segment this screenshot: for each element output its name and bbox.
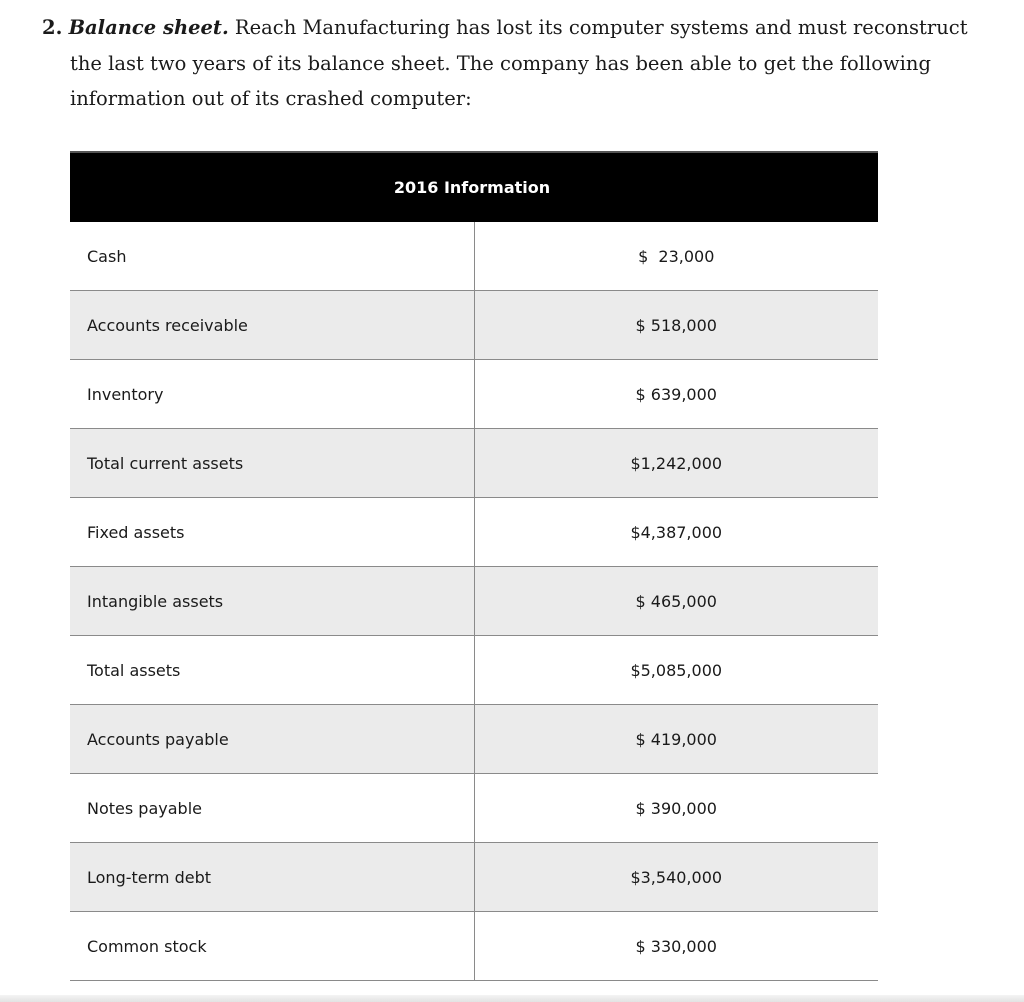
table-row (70, 705, 878, 774)
row-value: $5,085,000 (474, 636, 878, 705)
row-value: $ 465,000 (474, 567, 878, 636)
problem-number: 2. (42, 16, 63, 39)
row-label: Long-term debt (70, 843, 474, 912)
problem-title: Balance sheet. (68, 16, 229, 39)
row-label: Inventory (70, 360, 474, 429)
problem-text-1: Reach Manufacturing has lost its computer systems and must reconstruct (228, 16, 968, 39)
table-row (70, 636, 878, 705)
table-row (70, 774, 878, 843)
problem-line-2: the last two years of its balance sheet. The company has been able to get the following (70, 51, 931, 75)
table-row (70, 498, 878, 567)
table-row (70, 843, 878, 912)
table-row (70, 567, 878, 636)
table-row (70, 360, 878, 429)
row-label: Accounts receivable (70, 291, 474, 360)
page-bottom-edge (0, 995, 1024, 1002)
row-value: $ 330,000 (474, 912, 878, 981)
row-label: Notes payable (70, 774, 474, 843)
row-value: $4,387,000 (474, 498, 878, 567)
problem-line-1 (42, 10, 968, 46)
row-value: $3,540,000 (474, 843, 878, 912)
table-header-row (70, 152, 878, 222)
problem-line-3: information out of its crashed computer: (70, 87, 472, 110)
row-label: Fixed assets (70, 498, 474, 567)
table-header: 2016 Information (70, 152, 878, 222)
row-value: $ 419,000 (474, 705, 878, 774)
row-label: Common stock (70, 912, 474, 981)
row-label: Total current assets (70, 429, 474, 498)
table-row (70, 429, 878, 498)
row-value: $ 390,000 (474, 774, 878, 843)
row-value: $1,242,000 (474, 429, 878, 498)
row-value: $ 518,000 (474, 291, 878, 360)
row-value: $ 23,000 (474, 222, 878, 291)
balance-info-table (70, 151, 878, 981)
table-row (70, 291, 878, 360)
row-label: Total assets (70, 636, 474, 705)
table-row (70, 912, 878, 981)
row-label: Intangible assets (70, 567, 474, 636)
problem-statement (42, 10, 968, 117)
table-row (70, 222, 878, 291)
row-label: Accounts payable (70, 705, 474, 774)
row-value: $ 639,000 (474, 360, 878, 429)
row-label: Cash (70, 222, 474, 291)
